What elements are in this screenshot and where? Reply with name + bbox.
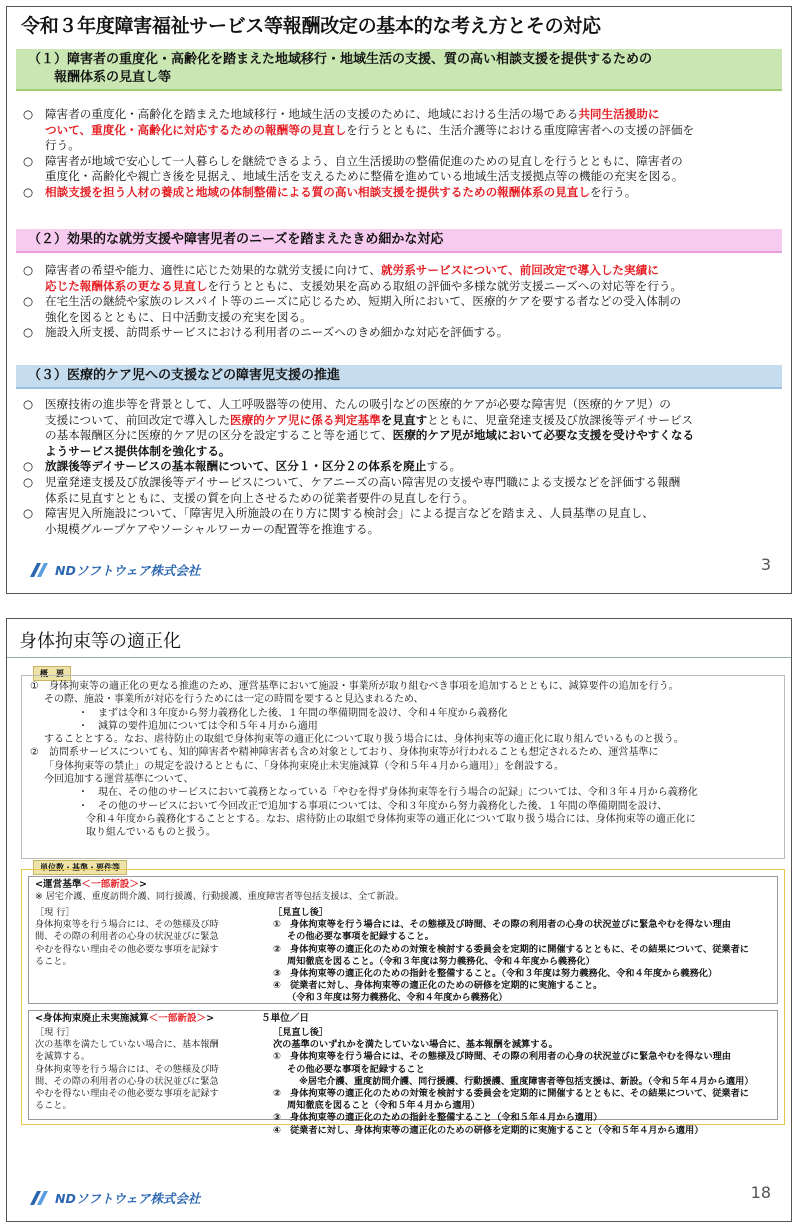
footer — [7, 1183, 791, 1221]
section-1-heading-line1: （１）障害者の重度化・高齢化を踏まえた地域移行・地域生活の支援、質の高い相談支援を提供するための — [28, 52, 653, 67]
page-number: 18 — [750, 1183, 771, 1202]
section-2-item-3: ○ 施設入所支援、訪問系サービスにおける利用者のニーズへのきめ細かな対応を評価する。 — [23, 325, 509, 340]
bullet-circle: ○ — [23, 474, 34, 489]
section-2-item-2: ○ 在宅生活の継続や家族のレスパイト等のニーズに応じるため、短期入所において、医療的ケアを要する者などの受入体制の 強化を図るとともに、日中活動支援の充実を図る。 — [23, 294, 682, 324]
section-3-heading — [16, 365, 782, 389]
unit-value: ５単位／日 — [261, 1013, 309, 1024]
section-3-item-4: ○ 障害児入所施設について、「障害児入所施設の在り方に関する検討会」による提言などを踏まえ、人員基準の見直し、 小規模グループケアやソーシャルワーカーの配置等を推進する。 — [23, 506, 654, 536]
section-3-item-2: ○ 放課後等デイサービスの基本報酬について、区分１・区分２の体系を廃止する。 — [23, 459, 462, 474]
section-2-body — [23, 263, 783, 341]
section-2-heading — [16, 229, 782, 253]
bullet-circle: ○ — [23, 184, 34, 199]
section-2-item-1: ○ 障害者の希望や能力、適性に応じた効果的な就労支援に向けて、就労系サービスについて、前回改定で導入した実績に 応じた報酬体系の更なる見直しを行うとともに、支援効果を高める取組の評価や多様な就労支援ニーズへの対応等を行う。 — [23, 263, 683, 293]
overview-box: ① 身体拘束等の適正化の更なる推進のため、運営基準において施設・事業所が取り組むべき事項を追加するとともに、減算要件の追加を行う。 その際、施設・事業所が対応を行うためには一定の時間を要すると見込まれるため、 ・ まずは令和３年度から努力義務化した後、１年間の準備期間を設け、令和４年度から義務化 ・ 減算の要件追加については令和５年４月から適用 することとする。なお、虐待防止の取組で身体拘束等の適正化について取り扱う場合には、身体拘束等の適正化に取り組んでいるものと扱う。 ② 訪問系サービスについても、知的障害者や精神障害者も含め対象としており、身体拘束等が行われることも想定されるため、運営基準に 「身体拘束等の禁止」の規定を設けるとともに、「身体拘束廃止未実施減算（令和５年４月から適用）」を創設する。 今回追加する運営基準について、 ・ 現在、その他のサービスにおいて義務となっている「やむを得ず身体拘束等を行う場合の記録」については、令和３年４月から義務化 ・ その他のサービスにおいて今回改正で追加する事項については、令和３年度から努力義務化した後、１年間の準備期間を設け、 令和４年度から義務化することとする。なお、虐待防止の取組で身体拘束等の適正化について取り扱う場合には、身体拘束等の適正化に 取り組んでいるものと扱う。 — [21, 675, 785, 859]
section-3-item-1: ○ 医療技術の進歩等を背景として、人工呼吸器等の使用、たんの吸引などの医療的ケアが必要な障害児（医療的ケア児）の 支援について、前回改定で導入した医療的ケア児に係る判定基準を見直すとともに、児童発達支援及び放課後等デイサービス の基本報酬区分に医療的ケア児の区分を設定すること等を通じて、医療的ケア児が地域において必要な支援を受けやすくなる ようサービス提供体制を強化する。 — [23, 397, 695, 458]
section-1-item-1: ○ 障害者の重度化・高齢化を踏まえた地域移行・地域生活の支援のために、地域における生活の場である共同生活援助に ついて、重度化・高齢化に対応するための報酬等の見直しを行うとともに、生活介護等における重度障害者への支援の評価を 行う。 — [23, 107, 695, 153]
units-tag: 単位数・基準・要件等 — [33, 860, 127, 875]
footer — [7, 555, 791, 593]
bullet-circle: ○ — [23, 107, 34, 121]
section-3-body — [23, 397, 783, 537]
current-rule: ［現 行］ 次の基準を満たしていない場合に、基本報酬 を減算する。 身体拘束等を行う場合には、その態様及び時 間、その際の利用者の心身の状況並びに緊急 やむを得ない理由その他必要な事項を記録す ること。 — [35, 1027, 219, 1112]
restraint-reduction-box: <身体拘束廃止未実施減算＜一部新設＞> ５単位／日 ［現 行］ 次の基準を満たしていない場合に、基本報酬 を減算する。 身体拘束等を行う場合には、その態様及び時 間、その際の利用者の心身の状況並びに緊急 やむを得ない理由その他必要な事項を記録す ること。 ［見直し後］ 次の基準のいずれかを満たしていない場合に、基本報酬を減算する。 ① 身体拘束等を行う場合には、その態様及び時間、その際の利用者の心身の状況並びに緊急やむを得ない理由 その他必要な事項を記録すること ※居宅介護、重度訪問介護、同行援護、行動援護、重度障害者等包括支援は、新設。（令和５年４月から適用） ② 身体拘束等の適正化のための対策を検討する委員会を定期的に開催するとともに、その結果について、従業者に 周知徹底を図ること（令和５年４月から適用） ③ 身体拘束等の適正化のための指針を整備すること（令和５年４月から適用） ④ 従業者に対し、身体拘束等の適正化のための研修を定期的に実施すること（令和５年４月から適用） — [28, 1010, 778, 1120]
bullet-circle: ○ — [23, 325, 34, 340]
page-number: 3 — [760, 555, 771, 574]
section-1-heading — [16, 49, 782, 91]
logo-mark-icon — [29, 562, 51, 578]
section-3-item-3: ○ 児童発達支援及び放課後等デイサービスについて、ケアニーズの高い障害児の支援や専門職による支援などを評価する報酬 体系に見直すとともに、支援の質を向上させるための従業者要件の見直しを行う。 — [23, 474, 681, 505]
section-1-item-2: ○ 障害者が地域で安心して一人暮らしを継続できるよう、自立生活援助の整備促進のための見直しを行うとともに、障害者の 重度化・高齢化や親亡き後を見据え、地域生活を支えるために整備を進めている地域生活支援拠点等の機能の充実を図る。 — [23, 153, 684, 184]
revised-rule: ［見直し後］ ① 身体拘束等を行う場合には、その態様及び時間、その際の利用者の心身の状況並びに緊急やむを得ない理由 その他必要な事項を記録すること。 ② 身体拘束等の適正化のための対策を検討する委員会を定期的に開催するとともに、その結果について、従業者に 周知徹底を図ること。（令和３年度は努力義務化、令和４年度から義務化） ③ 身体拘束等の適正化のための指針を整備すること。（令和３年度は努力義務化、令和４年度から義務化） ④ 従業者に対し、身体拘束等の適正化のための研修を定期的に実施すること。 （令和３年度は努力義務化、令和４年度から義務化） — [273, 907, 749, 1004]
bullet-circle: ○ — [23, 294, 34, 309]
title-divider — [7, 657, 791, 658]
company-logo: NDソフトウェア株式会社 — [29, 1189, 200, 1207]
section-1-item-3: ○ 相談支援を担う人材の養成と地域の体制整備による質の高い相談支援を提供するための報酬体系の見直しを行う。 — [23, 184, 637, 199]
slide-title: 令和３年度障害福祉サービス等報酬改定の基本的な考え方とその対応 — [21, 15, 601, 37]
slide-18 — [6, 618, 792, 1222]
slide-title: 身体拘束等の適正化 — [19, 631, 181, 652]
section-2-heading-line1: （２）効果的な就労支援や障害児者のニーズを踏まえたきめ細かな対応 — [28, 232, 444, 247]
units-box — [21, 869, 785, 1136]
current-rule: ［現 行］ 身体拘束等を行う場合には、その態様及び時 間、その際の利用者の心身の状況並びに緊急 やむを得ない理由その他必要な事項を記録す ること。 — [35, 907, 219, 967]
bullet-circle: ○ — [23, 459, 34, 474]
overview-tag: 概 要 — [33, 666, 71, 681]
section-3-heading-line1: （３）医療的ケア児への支援などの障害児支援の推進 — [28, 368, 341, 383]
company-logo: NDソフトウェア株式会社 — [29, 561, 200, 579]
revised-rule: ［見直し後］ 次の基準のいずれかを満たしていない場合に、基本報酬を減算する。 ① 身体拘束等を行う場合には、その態様及び時間、その際の利用者の心身の状況並びに緊急やむを得ない理由 その他必要な事項を記録すること ※居宅介護、重度訪問介護、同行援護、行動援護、重度障害者等包括支援は、新設。（令和５年４月から適用） ② 身体拘束等の適正化のための対策を検討する委員会を定期的に開催するとともに、その結果について、従業者に 周知徹底を図ること（令和５年４月から適用） ③ 身体拘束等の適正化のための指針を整備すること（令和５年４月から適用） ④ 従業者に対し、身体拘束等の適正化のための研修を定期的に実施すること（令和５年４月から適用） — [273, 1027, 754, 1136]
bullet-circle: ○ — [23, 263, 34, 277]
operating-standard-box: <運営基準＜一部新設＞> ※ 居宅介護、重度訪問介護、同行援護、行動援護、重度障害者等包括支援は、全て新設。 ［現 行］ 身体拘束等を行う場合には、その態様及び時 間、その際の利用者の心身の状況並びに緊急 やむを得ない理由その他必要な事項を記録す ること。 ［見直し後］ ① 身体拘束等を行う場合には、その態様及び時間、その際の利用者の心身の状況並びに緊急やむを得ない理由 その他必要な事項を記録すること。 ② 身体拘束等の適正化のための対策を検討する委員会を定期的に開催するとともに、その結果について、従業者に 周知徹底を図ること。（令和３年度は努力義務化、令和４年度から義務化） ③ 身体拘束等の適正化のための指針を整備すること。（令和３年度は努力義務化、令和４年度から義務化） ④ 従業者に対し、身体拘束等の適正化のための研修を定期的に実施すること。 （令和３年度は努力義務化、令和４年度から義務化） — [28, 876, 778, 1004]
logo-mark-icon — [29, 1190, 51, 1206]
section-1-body — [23, 107, 783, 201]
bullet-circle: ○ — [23, 397, 34, 411]
bullet-circle: ○ — [23, 153, 34, 168]
section-1-heading-line2: 報酬体系の見直し等 — [54, 70, 172, 85]
slide-3 — [6, 6, 792, 594]
bullet-circle: ○ — [23, 506, 34, 521]
